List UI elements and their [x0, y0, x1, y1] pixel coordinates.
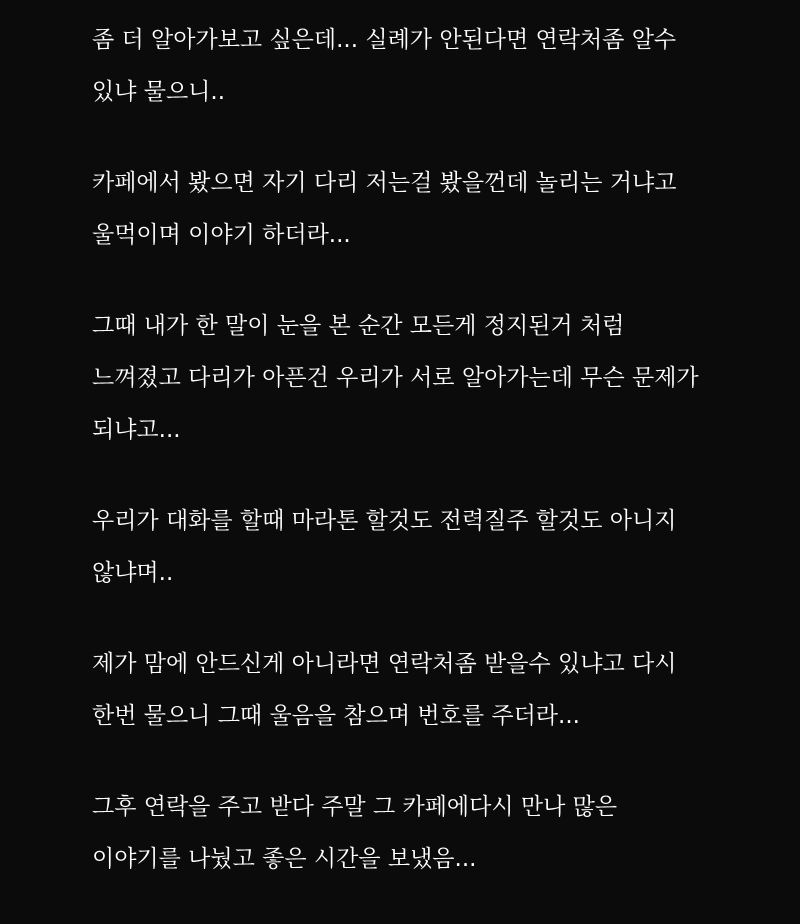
text-line: 한번 물으니 그때 울음을 참으며 번호를 주더라...	[92, 703, 580, 729]
text-line: 있냐 물으니..	[92, 79, 226, 105]
text-line: 우리가 대화를 할때 마라톤 할것도 전력질주 할것도 아니지	[92, 508, 677, 534]
paragraph-5	[92, 638, 782, 742]
paragraph-4	[92, 495, 782, 599]
text-line: 제가 맘에 안드신게 아니라면 연락처좀 받을수 있냐고 다시	[92, 651, 677, 677]
paragraph-2	[92, 157, 782, 261]
text-line: 울먹이며 이야기 하더라...	[92, 222, 351, 248]
text-line: 그때 내가 한 말이 눈을 본 순간 모든게 정지된거 처럼	[92, 313, 625, 339]
paragraph-6	[92, 781, 782, 885]
text-line: 이야기를 나눴고 좋은 시간을 보냈음...	[92, 846, 477, 872]
paragraph-3	[92, 300, 782, 456]
text-line: 좀 더 알아가보고 싶은데... 실례가 안된다면 연락처좀 알수	[92, 27, 677, 53]
text-line: 않냐며..	[92, 560, 174, 586]
story-text	[92, 14, 782, 924]
text-line: 되냐고...	[92, 417, 181, 443]
text-line: 느껴졌고 다리가 아픈건 우리가 서로 알아가는데 무슨 문제가	[92, 365, 699, 391]
text-line: 그후 연락을 주고 받다 주말 그 카페에다시 만나 많은	[92, 794, 618, 820]
paragraph-1	[92, 14, 782, 118]
text-line: 카페에서 봤으면 자기 다리 저는걸 봤을껀데 놀리는 거냐고	[92, 170, 677, 196]
